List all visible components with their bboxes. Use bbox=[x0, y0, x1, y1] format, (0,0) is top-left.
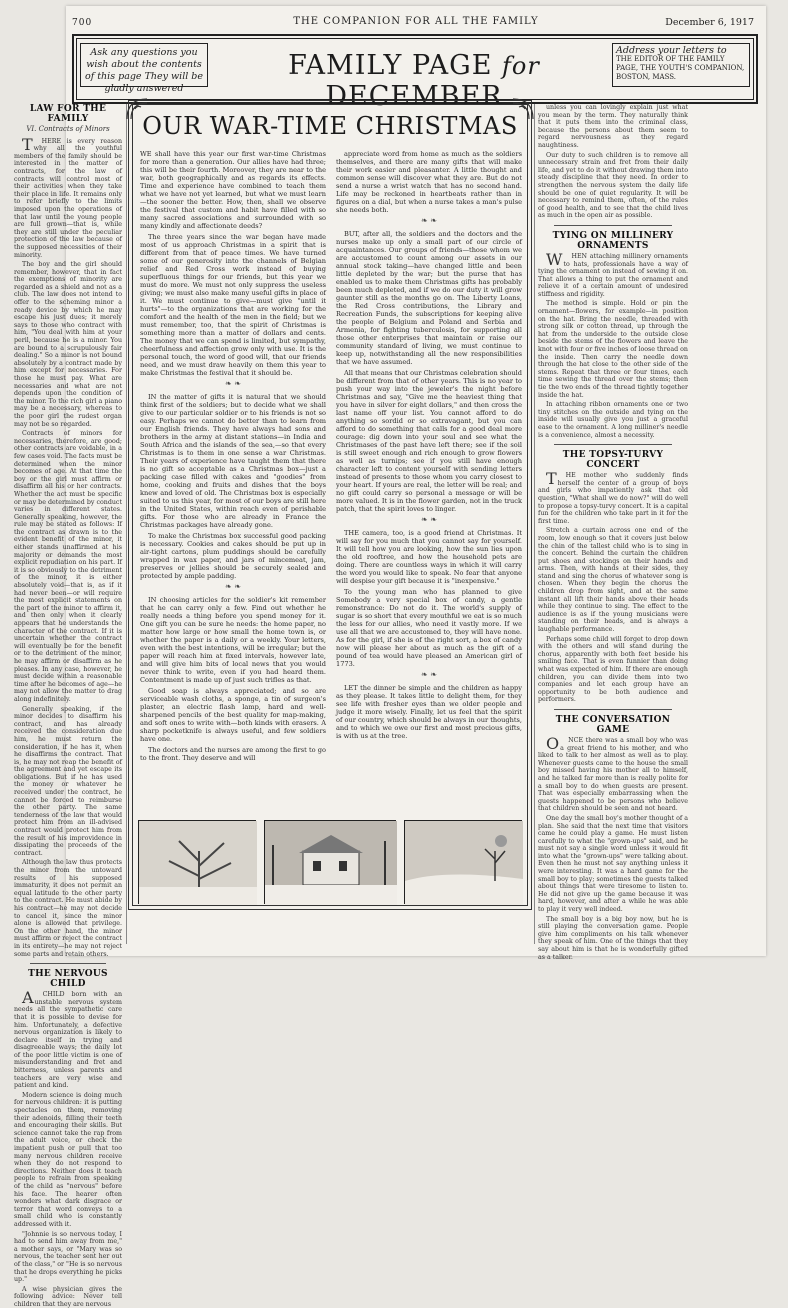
article-paragraph: ACHILD born with an unstable nervous system needs all the sympathetic care that it is possible to devise for him. Unfortunately, a defective nervous organization is likely to declare itself in trying and disagreeable ways; the daily lot of the poor little victim is one of misunderstanding and fret and bitterness, unless parents and teachers are very wise and patient and kind. bbox=[14, 988, 122, 1090]
article-paragraph: Our duty to such children is to remove all unnecessary strain and fret from their daily life, and yet to do it without drawing them into steady discipline that they need. In order to strengthen the nervous system the daily life should be one of quiet regularity. It will be necessary to remind them, often, of the rules of good health, and to see that the child lives as much in the open air as possible. bbox=[538, 151, 688, 220]
center-column-a bbox=[140, 150, 326, 818]
center-column-b bbox=[336, 150, 522, 818]
article-paragraph: IN the matter of gifts it is natural that we should think first of the soldiers; but to decide what we shall give to our particular soldier or to his friends is not so easy. Perhaps we cannot do better than to learn from our English friends. They have always had sons and brothers in the army at distant stations—in India and South Africa and the islands of the sea,—so that every Christmas is to them in one sense a war Christmas. Their years of experience have taught them that there is no gift so acceptable as a Christmas box—just a packing case filled with cakes and "goodies" from home, cooking and fruits and dishes that the boys knew and loved of old. The Christmas box is especially suited to us this year, for most of our boys are still here in the United States, within reach even of perishable gifts. For those who are already in France the Christmas packages have already gone. bbox=[140, 393, 326, 529]
article-paragraph: The boy and the girl should remember, however, that in fact the exemptions of minority are regarded as a shield and not as a club. The law does not intend to offer to the scheming minor a ready device by which he may escape his just dues; it merely says to those who contract with him, "You deal with him at your peril, because he is a minor. You are bound to a scrupulously fair dealing." So a minor is not bound absolutely by a contract made by him except for necessaries. For those he must pay. What are necessaries and what are not depends upon the condition of the minor. To the rich girl a piano may be a necessary, whereas to the poor girl the rudest organ may not be so regarded. bbox=[14, 261, 122, 428]
section-divider bbox=[554, 444, 672, 445]
banner-title-for: for bbox=[502, 52, 540, 80]
issue-date: December 6, 1917 bbox=[665, 17, 754, 28]
running-header bbox=[66, 14, 766, 30]
article-paragraph: The method is simple. Hold or pin the ornament—flowers, for example—in position on the hat. Bring the needle, threaded with strong silk or cotton thread, up through the hat from the underside to the outside close beside the stems of the flowers and leave the knot with four or five inches of loose thread on the inside. Then carry the needle down through the hat close to the other side of the stems. Repeat that three or four times, each time sewing the thread over the stems; then tie the two ends of the thread tightly together inside the hat. bbox=[538, 300, 688, 399]
winter-illustration-strip bbox=[138, 820, 522, 904]
address-lead: Address your letters to bbox=[616, 45, 727, 56]
magazine-title: THE COMPANION FOR ALL THE FAMILY bbox=[293, 16, 539, 27]
article-paragraph: Contracts of minors for necessaries, therefore, are good; other contracts are voidable, in a few cases void. The facts must be determined when the minor becomes of age. At that time the boy or the girl must affirm or disaffirm all his or her contracts. Whether the act must be specific or may be determined by conduct varies in different states. Generally speaking, however, the rule may be stated as follows: If the contract as drawn is to the evident benefit of the minor, it either stands unaffirmed at his majority or demands the most explicit repudiation on his part. If it is so obviously to the detriment of the minor, it is either absolutely void—that is, as if it had never been—or will require the most explicit statements on the part of the minor to affirm it, and then only when it clearly appears that he understands the character of the contract. If it is uncertain whether the contract will eventually be for the benefit or to the detriment of the minor, he may affirm or disaffirm as he pleases. In any case, however, he must decide within a reasonable time after he becomes of age—he may not allow the matter to drag along indefinitely. bbox=[14, 430, 122, 703]
topsy-turvy-heading: THE TOPSY-TURVY CONCERT bbox=[562, 450, 664, 471]
law-subheading: VI. Contracts of Minors bbox=[26, 125, 110, 133]
right-column-rule bbox=[534, 104, 535, 944]
banner-title-family: FAMILY PAGE bbox=[288, 50, 493, 81]
article-paragraph: Perhaps some child will forget to drop down with the others and will stand during the chorus, apparently with both feet beside his smiling face. That is even funnier than doing what was expected of him. If there are enough children, you can divide them into two companies and let each group have an opportunity to be both audience and performers. bbox=[538, 635, 688, 704]
conversation-game-heading: THE CONVERSATION GAME bbox=[555, 714, 671, 735]
article-paragraph: In attaching ribbon ornaments one or two tiny stitches on the outside and tying on the inside will usually give you just a graceful ease to the ornament. A long milliner's needle is a convenience, almost a necessity. bbox=[538, 401, 688, 439]
left-column bbox=[14, 104, 122, 1308]
article-paragraph: The three years since the war began have made most of us approach Christmas in a spirit that is different from that of peace times. We have turned some of our generosity into the channels of Belgian relief and Red Cross work instead of buying superfluous things for our friends, but this year we must do more. We must not only suppress the useless giving; we must also make many useful gifts in place of it. We must continue to give—must give "until it hurts"—to the organizations that are working for the comfort and the health of the men in the field; but we must remember, too, that the spirit of Christmas is something more than a matter of dollars and cents. The money that we can spend is limited, but sympathy, cheerfulness and affection grow only with use. It is the personal touch, the word of good will, that our friends need, and we must draw heavily on them this year to make Christmas the festival that it should be. bbox=[140, 233, 326, 377]
nervous-child-heading: THE NERVOUS CHILD bbox=[28, 969, 108, 990]
main-article-title: OUR WAR-TIME CHRISTMAS bbox=[142, 112, 518, 140]
ask-questions-box: Ask any questions you wish about the contents of this page They will be gladly answered bbox=[80, 43, 208, 87]
page-number: 700 bbox=[72, 18, 93, 28]
article-paragraph: IN choosing articles for the soldier's kit remember that he can carry only a few. Find out whether he really needs a thing before you spend money for it. One gift you can be sure he needs: the home paper, no matter how large or how small the home town is, or whether the paper is a daily or a weekly. Your letters, even with the best intentions, will be irregular; but the paper will reach him at fixed intervals, however late, and will give him bits of local news that you would never think to write, even if you had heard them. Contentment is made up of just such trifles as that. bbox=[140, 596, 326, 684]
article-paragraph: One day the small boy's mother thought of a plan. She said that the next time that visitors came he could play a game. He must listen carefully to what the "grown-ups" said, and he must not say a single word unless it would fit into what the "grown-ups" were talking about. Even then he must not say anything unless it were interesting. It was a hard game for the small boy to play; sometimes the guests talked about things that were tiresome to listen to. He did not give up the game because it was hard, however, and after a while he was able to play it very well indeed. bbox=[538, 814, 688, 914]
article-paragraph: The small boy is a big boy now, but he is still playing the conversation game. People give him compliments on his talk whenever they speak of him. One of the things that they say about him is that he is wonderfully gifted as a talker. bbox=[538, 915, 688, 961]
article-paragraph: Stretch a curtain across one end of the room, low enough so that it covers just below the chin of the tallest child who is to sing in the concert. Behind the curtain the children put shoes and stockings on their hands and arms. Then, with hands at their sides, they stand and sing the chorus of whatever song is chosen. When they begin the chorus the children drop from sight, and at the same instant all lift their hands above their heads while they continue to sing. The effect to the audience is as if the young musicians were standing on their heads, and is always a laughable performance. bbox=[538, 527, 688, 634]
winter-landscape-illustration bbox=[404, 820, 522, 904]
law-for-family-heading: LAW FOR THE FAMILY bbox=[29, 104, 107, 124]
tying-millinery-heading: TYING ON MILLINERY ORNAMENTS bbox=[552, 230, 674, 251]
article-paragraph: THERE is every reason why all the youthful members of the family should be interested in the matter of contracts, for the law of contracts will control most of their activities when they take their place in life. It remains only to refer briefly to the limits imposed upon the operations of that law until the young people are full grown—that is, while they are still under the peculiar protection of the law because of the supposed necessities of their minority. bbox=[14, 134, 122, 259]
family-page-banner bbox=[72, 34, 758, 112]
article-paragraph: Good soap is always appreciated; and so are serviceable wash cloths, a sponge, a tin of surgeon's plaster, an electric flash lamp, hard and well-sharpened pencils of the best quality for map-making, and soft ones to write with—both kinds with erasers. A sharp pocketknife is always useful, and few soldiers have one. bbox=[140, 687, 326, 743]
ornament-divider-icon: ❧ ❧ bbox=[421, 670, 437, 679]
article-paragraph: "Johnnie is so nervous today, I had to send him away from me," a mother says, or "Mary was so nervous, the teacher sent her out of the class," or "He is so nervous that he drops everything he picks up." bbox=[14, 1230, 122, 1284]
ornament-divider-icon: ❧ ❧ bbox=[225, 379, 241, 388]
article-paragraph: All that means that our Christmas celebration should be different from that of other years. This is no year to push your way into the jeweler's the night before Christmas and say, "Give me the heaviest thing that you have in silver for eight dollars," and then cross the last name off your list. You cannot afford to do anything so sordid or so extravagant, but you can afford to do something that calls for a good deal more courage: dig down into your soul and see what the Christmases of the past have left there; see if the soil is still sweet enough and rich enough to grow flowers as well as turnips; see if you still have enough character left to content yourself with sending letters instead of presents to those whom you carry closest to your heart. If yours are real, the letter will be real; and no gift could carry so personal a message or will be more valued. It is in the flower garden, not in the truck patch, that the spirit loves to linger. bbox=[336, 369, 522, 513]
article-paragraph: unless you can lovingly explain just what you mean by the term. They naturally think that it puts them into the criminal class, because the persons about them seem to regard nervousness as they regard naughtiness. bbox=[538, 104, 688, 149]
section-divider bbox=[554, 709, 672, 710]
article-paragraph-text: WE shall have this year our first war-time Christmas for more than a generation. Our allies have had three; this will be their fourth. Moreover, they are near to the war, both geographically and as regards its effects. Time and experience have combined to teach them what we have not yet learned, but what we must learn—the sooner the better. How, then, shall we observe the festival that custom and habit have filled with so many sacred associations and surrounded with so many kindly and affectionate deeds? bbox=[140, 150, 326, 230]
winter-tree-illustration bbox=[138, 820, 256, 904]
article-paragraph: WHEN attaching millinery ornaments to hats, professionals have a way of tying the ornament on instead of sewing it on. That allows a thing to put the ornament and relieve it of a certain amount of undesired stiffness and rigidity. bbox=[538, 249, 688, 298]
banner-title-december: DECEMBER bbox=[325, 81, 503, 112]
article-paragraph: To make the Christmas box successful good packing is necessary. Cookies and cakes should be put up in air-tight cartons, plum puddings should be carefully wrapped in wax paper, and jars of mincemeat, jam, preserves or jellies should be securely sealed and protected by ample padding. bbox=[140, 532, 326, 580]
left-column-rule bbox=[126, 104, 127, 944]
article-paragraph: BUT, after all, the soldiers and the doctors and the nurses make up only a small part of our circle of acquaintances. Our groups of friends—those whom we are accustomed to count among our assets in our annual stock taking—have changed little and been little depleted by the war; but the purse that has enabled us to make them Christmas gifts has probably been much depleted, and if we do our duty it will grow gaunter still as the months go on. The Liberty Loans, the Red Cross contributions, the Library and Recreation Funds, the subscriptions for keeping alive the people of Belgium and Poland and Serbia and Armenia, for fighting tuberculosis, for supporting all those other enterprises that maintain or raise our community standard of living, we must continue to keep up, notwithstanding all the new responsibilities that we have assumed. bbox=[336, 230, 522, 366]
snowy-house-illustration bbox=[264, 820, 396, 904]
article-paragraph: appreciate word from home as much as the soldiers themselves, and there are many gifts that will make their work easier and pleasanter. A little thought and common sense will discover what they are. But do not send a nurse a wrist watch that has no second hand. Life may be reckoned in heartbeats rather than in figures on a dial, but when a nurse takes a man's pulse she needs both. bbox=[336, 150, 522, 214]
ornament-divider-icon: ❧ ❧ bbox=[421, 515, 437, 524]
article-paragraph bbox=[140, 150, 326, 230]
article-paragraph: Although the law thus protects the minor from the untoward results of his supposed immaturity, it does not permit an equal latitude to the other party to the contract. He must abide by his contract—he may not decide to cancel it, since the minor alone is allowed that privilege. On the other hand, the minor must affirm or reject the contract in its entirety—he may not reject some parts and retain others. bbox=[14, 859, 122, 958]
article-paragraph: THE mother who suddenly finds herself the center of a group of boys and girls who impatiently ask that old question, "What shall we do now?" will do well to propose a topsy-turvy concert. It is a capital fun for the children who take part in it for the first time. bbox=[538, 469, 688, 525]
ornament-divider-icon: ❧ ❧ bbox=[421, 216, 437, 225]
address-text: THE EDITOR OF THE FAMILY PAGE, THE YOUTH'S COMPANION, BOSTON, MASS. bbox=[616, 55, 745, 81]
article-paragraph: THE camera, too, is a good friend at Christmas. It will say for you much that you cannot say for yourself. It will tell how you are looking, how the sun lies upon the old rooftree, and how the household pets are doing. There are countless ways in which it will carry the word you would like to speak. No fear that anyone will despise your gift because it is "inexpensive." bbox=[336, 529, 522, 585]
article-paragraph: ONCE there was a small boy who was a great friend to his mother, and who liked to talk to her almost as well as to play. Whenever guests came to the house the small boy missed having his mother all to himself, and he talked far more than is really polite for a small boy to do when guests are present. That was especially embarrassing when the guests happened to be persons who believe that children should be seen and not heard. bbox=[538, 733, 688, 813]
article-paragraph: The doctors and the nurses are among the first to go to the front. They deserve and will bbox=[140, 746, 326, 762]
ornament-divider-icon: ❧ ❧ bbox=[225, 582, 241, 591]
article-paragraph: To the young man who has planned to give Somebody a very special box of candy, a gentle remonstrance: Do not do it. The world's supply of sugar is so short that every mouthful we eat is so much the less for our allies, who need it vastly more. If we use all that we are accustomed to, they will have none. As for the girl, if she is of the right sort, a box of candy now will please her about as much as the gift of a pound of tea would have pleased an American girl of 1773. bbox=[336, 588, 522, 668]
address-box bbox=[612, 43, 750, 87]
section-divider bbox=[30, 963, 106, 964]
section-divider bbox=[554, 225, 672, 226]
article-paragraph: Generally speaking, if the minor decides to disaffirm his contract, and has already received the consideration due him, he must return the consideration, if he has it, when he disaffirms the contract. That is, he may not reap the benefit of the agreement and yet escape its obligations. But if he has used the money or whatever he received under the contract, he cannot be forced to reimburse the other party. The same tenderness of the law that would protect him from an ill-advised contract would protect him from the result of his improvidence in dissipating the proceeds of the contract. bbox=[14, 705, 122, 857]
right-column bbox=[538, 104, 688, 961]
article-paragraph: LET the dinner be simple and the children as happy as they please. It takes little to delight them, for they see life with fresher eyes than we older people and judge it more wisely. Finally, let us feel that the spirit of our country, which should be always in our thoughts, and to which we owe our first and most precious gifts, is with us at the tree. bbox=[336, 684, 522, 740]
article-paragraph: A wise physician gives the following advice: Never tell children that they are nervous bbox=[14, 1285, 122, 1308]
article-paragraph: Modern science is doing much for nervous children: it is putting spectacles on them, removing their adenoids, filling their teeth and encouraging their skills. But science cannot take the rap from the adult voice, or check the impatient push or pull that too many nervous children receive when they do not respond to directions. Neither does it teach people to refrain from speaking of the child as "nervous" before his face. The hearer often wonders what dark disgrace or terror that word conveys to a small child who is constantly addressed with it. bbox=[14, 1091, 122, 1228]
